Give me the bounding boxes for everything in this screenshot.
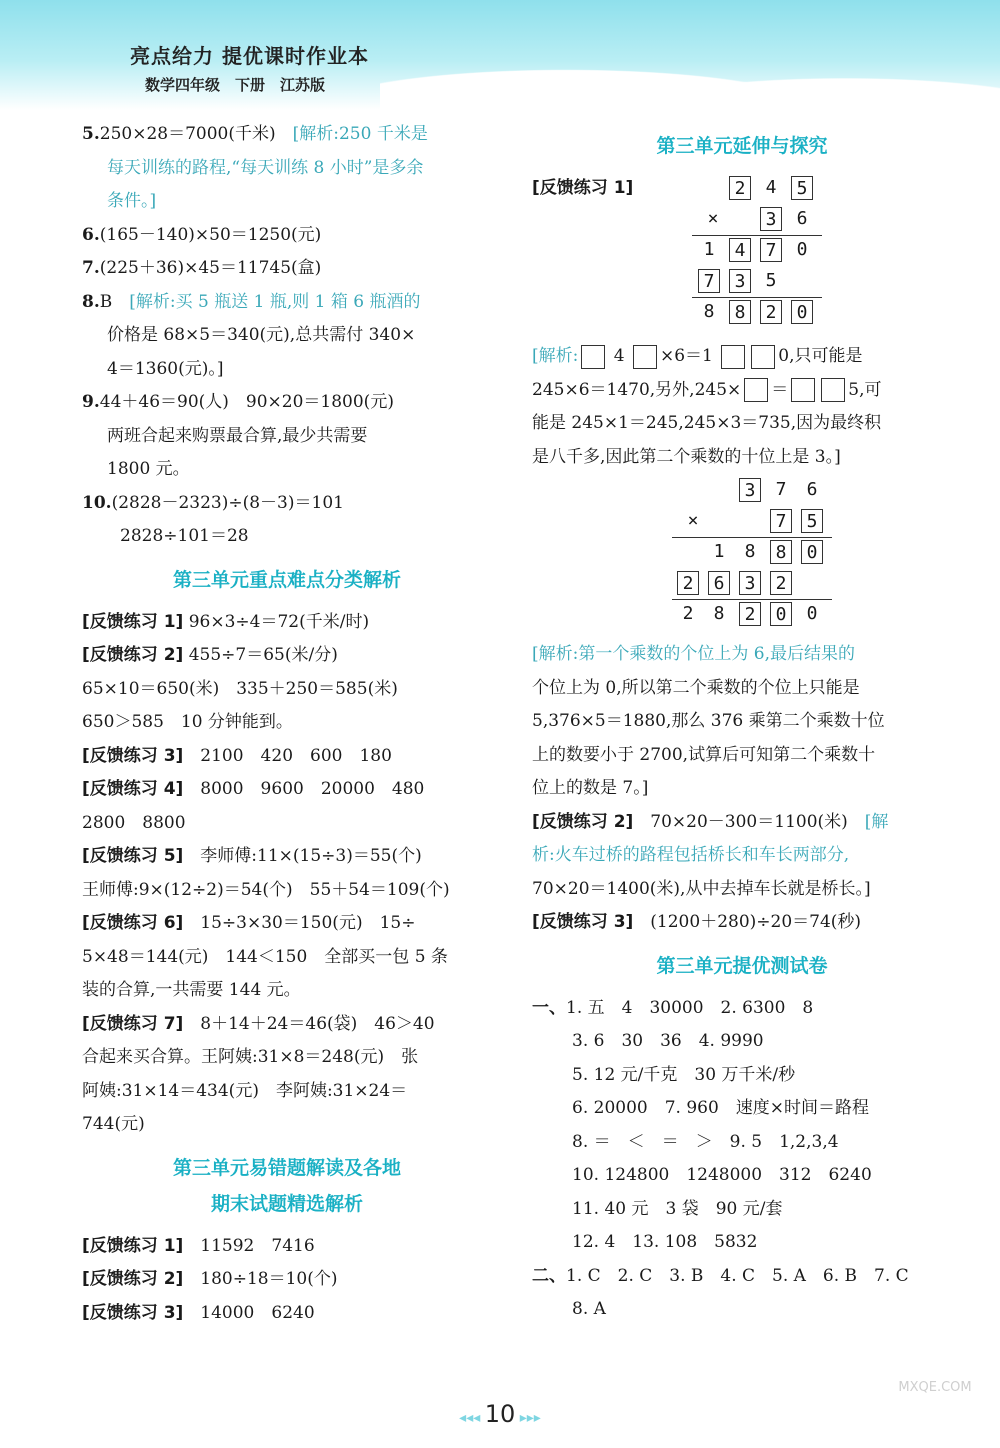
analysis-text: 能是 245×1＝245,245×3＝735,因为最终积 [532,413,882,433]
digit-cell: 7 [770,509,792,533]
blank-box [751,345,775,369]
book-title: 亮点给力 提优课时作业本 [130,44,369,68]
digit-cell: 4 [765,177,777,198]
section-heading: 第三单元重点难点分类解析 [172,568,401,591]
practice-text: 180÷18＝10(个) [183,1269,338,1289]
practice-line [82,974,492,1008]
answer-line [82,386,492,420]
analysis-1 [532,340,952,474]
analysis-tag: [解 [864,811,889,832]
decor-right-arrows-icon: ▸▸▸ [515,1410,541,1426]
item-number: 8. [82,291,100,312]
practice-label: [反馈练习 1] [82,1235,184,1256]
practice-line [82,673,492,707]
practice-line [82,874,492,908]
rule-line [672,537,832,538]
page-number [0,1400,1000,1428]
test-answer-line [532,1159,952,1193]
answer-line [82,487,492,521]
answer-list [82,118,492,554]
answer-line [82,520,492,554]
part-number: 二、 [532,1265,566,1286]
digit-cell: 2 [729,176,751,200]
practice-text: 8000 9600 20000 480 [183,779,425,799]
practice-line [82,1297,492,1331]
practice-text: 2100 420 600 180 [183,745,392,766]
practice-text: 15÷3×30＝150(元) 15÷ [183,913,416,933]
item-number: 6. [82,224,100,245]
digit-cell: 7 [698,269,720,293]
test-answer-line [532,1025,952,1059]
item-number: 5. [82,124,100,144]
analysis-text: 位上的数是 7。] [532,778,649,798]
practice-text: 70×20－300＝1100(米) [633,811,865,832]
decor-left-arrows-icon: ◂◂◂ [459,1410,485,1426]
answer-text: 250×28＝7000(千米) [99,124,293,144]
practice-text: 王师傅:9×(12÷2)＝54(个) 55＋54＝109(个) [82,879,450,900]
test-answer-line [532,992,952,1026]
practice-line [82,740,492,774]
analysis-text: [解析:买 5 瓶送 1 瓶,则 1 箱 6 瓶酒的 [129,291,421,312]
test-answers [532,992,952,1327]
analysis-text: 个位上为 0,所以第二个乘数的个位上只能是 [532,677,860,698]
practice-line [82,907,492,941]
analysis-text: ×6＝1 [660,346,719,366]
practice-label: [反馈练习 1] [82,611,184,632]
digit-cell: 8 [729,300,751,324]
answer-text: 8. ＝ ＜ ＝ ＞ 9. 5 1,2,3,4 [572,1131,839,1152]
digit-cell: 3 [760,207,782,231]
digit-cell: 7 [775,479,787,500]
item-number: 7. [82,258,100,278]
answer-text: B [99,291,130,312]
digit-cell: 6 [796,208,808,229]
practice-text: 装的合算,一共需要 144 元。 [82,980,301,1000]
answer-line [82,118,492,152]
section-heading: 第三单元提优测试卷 [656,954,828,977]
blank-box [744,378,768,402]
analysis-text: 0,只可能是 [778,346,863,366]
practice-text: 650＞585 10 分钟能到。 [82,712,293,732]
answer-text: 8. A [572,1299,606,1319]
digit-cell: 8 [703,301,715,322]
section-heading: 第三单元延伸与探究 [656,135,828,157]
page-number-text: 10 [484,1400,516,1428]
analysis-text: 析:火车过桥的路程包括桥长和车长两部分, [532,845,850,865]
digit-cell: 5 [791,176,813,200]
practice-list [82,1230,492,1331]
answer-line [82,286,492,320]
test-answer-line [532,1193,952,1227]
book-subtitle: 数学四年级 下册 江苏版 [145,76,326,94]
answer-text: 两班合起来购票最合算,最少共需要 [107,425,368,446]
practice-line [82,706,492,740]
digit-cell: 2 [760,300,782,324]
section-heading: 第三单元易错题解读及各地 [172,1156,401,1179]
times-sign: × [687,510,699,531]
practice-text: 14000 6240 [183,1302,315,1323]
digit-cell: 6 [708,571,730,595]
practice-label: [反馈练习 5] [82,846,184,866]
digit-cell: 8 [770,540,792,564]
analysis-text: 每天训练的路程,“每天训练 8 小时”是多余 [107,157,424,178]
answer-text: 6. 20000 7. 960 速度×时间＝路程 [572,1098,870,1118]
practice-text: 744(元) [82,1114,145,1134]
digit-cell: 0 [796,239,808,260]
practice-label: [反馈练习 3] [82,745,184,766]
digit-cell: 1 [713,541,725,562]
blank-box [791,378,815,402]
answer-line [82,420,492,454]
answer-text: 4＝1360(元)。] [107,358,224,379]
test-answer-line [532,1092,952,1126]
practice-label: [反馈练习 2] [532,811,634,832]
practice-text: 2800 8800 [82,812,186,833]
blank-box [821,378,845,402]
analysis-text: 4 [608,346,630,366]
digit-cell: 3 [729,269,751,293]
practice-text: 5×48＝144(元) 144＜150 全部买一包 5 条 [82,946,448,967]
item-number: 9. [82,392,100,412]
digit-cell: 2 [739,602,761,626]
answer-text: 11. 40 元 3 袋 90 元/套 [572,1198,783,1219]
answer-text: (225＋36)×45＝11745(盒) [99,258,322,278]
practice-line [82,773,492,807]
vertical-multiplication [652,478,952,638]
analysis-2 [532,638,952,806]
digit-cell: 3 [739,571,761,595]
answer-line [82,453,492,487]
practice-text: 李师傅:11×(15÷3)＝55(个) [183,846,422,866]
digit-cell: 0 [806,603,818,624]
answer-line [82,152,492,186]
blank-box [721,345,745,369]
vertical-multiplication [662,176,862,336]
answer-text: 10. 124800 1248000 312 6240 [572,1165,872,1185]
answer-text: (2828－2323)÷(8－3)＝101 [111,492,344,513]
practice-label: [反馈练习 3] [82,1302,184,1323]
answer-line [82,219,492,253]
rule-line [692,297,822,298]
digit-cell: 1 [703,239,715,260]
right-column [532,118,952,1327]
digit-cell: 2 [682,603,694,624]
analysis-text: ＝ [771,379,789,400]
digit-cell: 3 [739,478,761,502]
answer-text: 3. 6 30 36 4. 9990 [572,1031,764,1051]
practice-list [82,606,492,1142]
practice-label: [反馈练习 6] [82,913,184,933]
practice-label: [反馈练习 2] [82,1269,184,1289]
answer-text: 44＋46＝90(人) 90×20＝1800(元) [99,392,394,412]
blank-box [581,345,605,369]
analysis-tag: [解析: [532,346,579,366]
digit-cell: 8 [744,541,756,562]
header-wave [380,40,1000,110]
analysis-text: 是八千多,因此第二个乘数的十位上是 3。] [532,446,841,467]
practice-text: 11592 7416 [183,1235,315,1256]
answer-line [82,319,492,353]
left-column [82,118,492,1330]
practice-text: 455÷7＝65(米/分) [183,645,338,665]
answer-line [82,185,492,219]
blank-box [633,345,657,369]
digit-cell: 0 [791,300,813,324]
watermark-logo [880,1380,990,1440]
practice-line [82,1263,492,1297]
digit-cell: 0 [770,602,792,626]
practice-text: 合起来买合算。王阿姨:31×8＝248(元) 张 [82,1047,419,1067]
answer-text: 1800 元。 [107,459,190,479]
practice-text: 65×10＝650(米) 335＋250＝585(米) [82,678,398,699]
practice-label: [反馈练习 1] [532,178,634,198]
rule-line [672,599,832,600]
practice-label: [反馈练习 3] [532,912,634,932]
digit-cell: 7 [760,238,782,262]
analysis-text: 5,可 [848,379,882,400]
rule-line [692,235,822,236]
part-number: 一、 [532,997,566,1018]
practice-line [82,840,492,874]
practice-line [82,1008,492,1042]
practice-text: 96×3÷4＝72(千米/时) [183,611,370,632]
digit-cell: 5 [801,509,823,533]
practice-line [82,807,492,841]
practice-1-block [532,172,952,332]
test-answer-line [532,1293,952,1327]
answer-line [82,252,492,286]
analysis-text: 上的数要小于 2700,试算后可知第二个乘数十 [532,744,876,765]
answer-text: 价格是 68×5＝340(元),总共需付 340× [107,325,416,345]
practice-text: 8＋14＋24＝46(袋) 46＞40 [183,1013,435,1034]
digit-cell: 2 [770,571,792,595]
practice-line [82,941,492,975]
practice-line [82,639,492,673]
section-heading: 期末试题精选解析 [210,1192,363,1215]
test-answer-line [532,1059,952,1093]
practice-label: [反馈练习 2] [82,645,184,665]
analysis-text: [解析:250 千米是 [292,124,428,144]
test-answer-line [532,1260,952,1294]
answer-text: 1. 五 4 30000 2. 6300 8 [566,997,814,1018]
answer-line [82,353,492,387]
digit-cell: 6 [806,479,818,500]
practice-line [82,1230,492,1264]
practice-line [82,1041,492,1075]
watermark-text: MXQE.COM [898,1380,972,1395]
answer-text: 12. 4 13. 108 5832 [572,1232,758,1252]
practice-label: [反馈练习 7] [82,1013,184,1034]
analysis-text: 245×6＝1470,另外,245× [532,379,742,400]
answer-text: 5. 12 元/千克 30 万千米/秒 [572,1064,796,1085]
digit-cell: 8 [713,603,725,624]
item-number: 10. [82,492,112,513]
practice-label: [反馈练习 4] [82,779,184,799]
digit-cell: 0 [801,540,823,564]
analysis-text: 条件。] [107,191,157,211]
times-sign: × [707,208,719,229]
practice-line [82,1075,492,1109]
practice-line [82,606,492,640]
test-answer-line [532,1126,952,1160]
digit-cell: 4 [729,238,751,262]
analysis-text: 5,376×5＝1880,那么 376 乘第二个乘数十位 [532,711,885,731]
answer-text: (165－140)×50＝1250(元) [99,224,322,245]
analysis-text: [解析:第一个乘数的个位上为 6,最后结果的 [532,644,855,664]
test-answer-line [532,1226,952,1260]
digit-cell: 2 [677,571,699,595]
practice-text: (1200＋280)÷20＝74(秒) [633,912,862,932]
answer-text: 2828÷101＝28 [120,526,249,546]
practice-text: 阿姨:31×14＝434(元) 李阿姨:31×24＝ [82,1080,408,1101]
digit-cell: 5 [765,270,777,291]
practice-line [82,1108,492,1142]
answer-text: 1. C 2. C 3. B 4. C 5. A 6. B 7. C [566,1265,909,1286]
practice-text: 70×20＝1400(米),从中去掉车长就是桥长。] [532,878,871,899]
